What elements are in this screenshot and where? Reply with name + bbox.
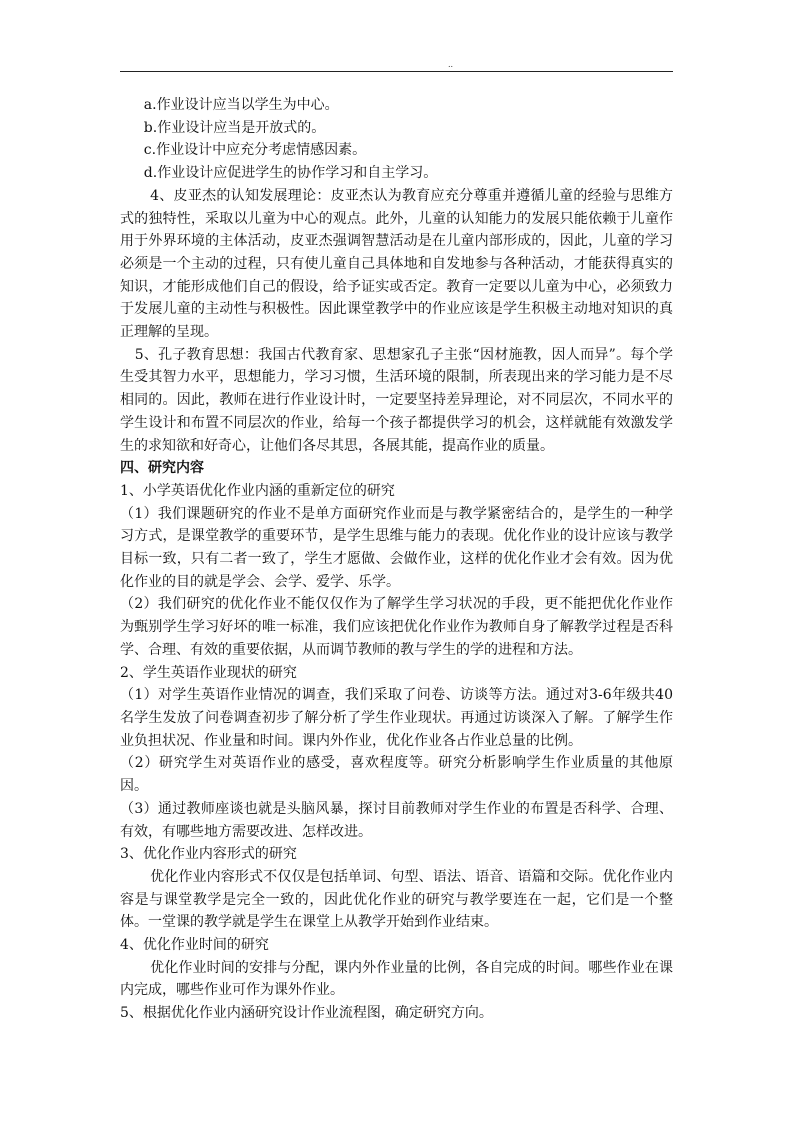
principle-d: d.作业设计应促进学生的协作学习和自主学习。 <box>143 165 438 182</box>
paragraph-4: 优化作业时间的安排与分配，课内外作业量的比例，各自完成的时间。哪些作业在课内完成，哪些作业可作为课外作业。 <box>120 959 673 999</box>
paragraph-1-2: （2）我们研究的优化作业不能仅仅作为了解学生学习状况的手段，更不能把优化作业作为甄别学生学习好坏的唯一标准，我们应该把优化作业作为教师自身了解教学过程是否科学、合理、有效的重要依据，从而调节教师的教与学生的学的进程和方法。 <box>120 596 673 658</box>
header-mark: .. <box>448 60 454 69</box>
subheading-1: 1、小学英语优化作业内涵的重新定位的研究 <box>120 482 395 499</box>
subheading-4: 4、优化作业时间的研究 <box>120 937 269 954</box>
confucius-paragraph: 5、孔子教育思想：我国古代教育家、思想家孔子主张“因材施教，因人而异”。每个学生受其智力水平，思想能力，学习习惯，生活环境的限制，所表现出来的学习能力是不尽相同的。因此，教师在进行作业设计时，一定要坚持差异理论，对不同层次，不同水平的学生设计和布置不同层次的作业，给每一个孩子都提供学习的机会，这样就能有效激发学生的求知欲和好奇心，让他们各尽其思，各展其能，提高作业的质量。 <box>120 346 673 454</box>
subheading-5: 5、根据优化作业内涵研究设计作业流程图，确定研究方向。 <box>120 1005 493 1022</box>
subheading-2: 2、学生英语作业现状的研究 <box>120 664 297 681</box>
paragraph-2-2: （2）研究学生对英语作业的感受，喜欢程度等。研究分析影响学生作业质量的其他原因。 <box>120 755 673 795</box>
paragraph-2-3: （3）通过教师座谈也就是头脑风暴，探讨目前教师对学生作业的布置是否科学、合理、有效，有哪些地方需要改进、怎样改进。 <box>120 800 673 840</box>
subheading-3: 3、优化作业内容形式的研究 <box>120 846 297 863</box>
principle-a: a.作业设计应当以学生为中心。 <box>143 97 339 113</box>
paragraph-1-1: （1）我们课题研究的作业不是单方面研究作业而是与教学紧密结合的，是学生的一种学习方式，是课堂教学的重要环节，是学生思维与能力的表现。优化作业的设计应该与教学目标一致，只有二者一致了，学生才愿做、会做作业，这样的优化作业才会有效。因为优化作业的目的就是学会、会学、爱学、乐学。 <box>120 505 673 590</box>
principle-b: b.作业设计应当是开放式的。 <box>143 119 326 136</box>
principle-c: c.作业设计中应充分考虑情感因素。 <box>143 142 367 159</box>
paragraph-3: 优化作业内容形式不仅仅是包括单词、句型、语法、语音、语篇和交际。优化作业内容是与课堂教学是完全一致的，因此优化作业的研究与教学要连在一起，它们是一个整体。一堂课的教学就是学生在课堂上从教学开始到作业结束。 <box>120 868 673 931</box>
document-body <box>120 94 673 1025</box>
piaget-theory-paragraph: 4、皮亚杰的认知发展理论：皮亚杰认为教育应充分尊重并遵循儿童的经验与思维方式的独特性，采取以儿童为中心的观点。此外，儿童的认知能力的发展只能依赖于儿童作用于外界环境的主体活动，皮亚杰强调智慧活动是在儿童内部形成的，因此，儿童的学习必须是一个主动的过程，只有使儿童自己具体地和自发地参与各种活动，才能获得真实的知识，才能形成他们自己的假设，给予证实或否定。教育一定要以儿童为中心，必须致力于发展儿童的主动性与积极性。因此课堂教学中的作业应该是学生积极主动地对知识的真正理解的呈现。 <box>120 187 673 341</box>
paragraph-2-1: （1）对学生英语作业情况的调查，我们采取了问卷、访谈等方法。通过对3-6年级共40名学生发放了问卷调查初步了解分析了学生作业现状。再通过访谈深入了解。了解学生作业负担状况、作业量和时间。课内外作业，优化作业各占作业总量的比例。 <box>120 687 673 749</box>
header-rule <box>120 71 673 72</box>
section-heading-research-content: 四、研究内容 <box>120 460 204 477</box>
